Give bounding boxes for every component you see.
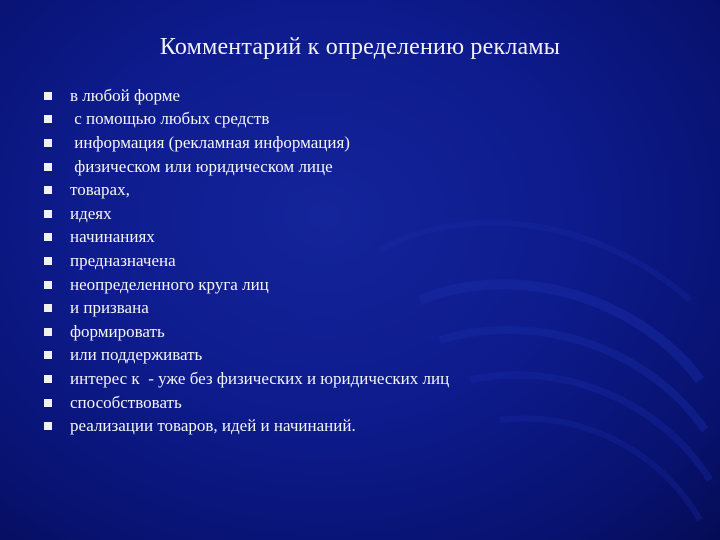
list-item-text: предназначена xyxy=(70,250,176,270)
square-bullet-icon xyxy=(44,163,52,171)
list-item-text: идеях xyxy=(70,203,112,223)
square-bullet-icon xyxy=(44,233,52,241)
list-item xyxy=(44,84,449,108)
slide-title: Комментарий к определению рекламы xyxy=(159,34,561,60)
list-item xyxy=(44,344,449,368)
list-item-text: или поддерживать xyxy=(70,345,203,365)
list-item xyxy=(44,155,449,179)
list-item-text: начинаниях xyxy=(70,227,155,247)
list-item-text: и призвана xyxy=(70,298,149,318)
list-item-text: интерес к - уже без физических и юридических лиц xyxy=(70,368,450,388)
list-item xyxy=(44,202,449,226)
square-bullet-icon xyxy=(44,399,52,407)
list-item-text: формировать xyxy=(70,321,165,341)
list-item xyxy=(44,296,449,320)
square-bullet-icon xyxy=(44,304,52,312)
list-item-text: способствовать xyxy=(70,392,182,412)
square-bullet-icon xyxy=(44,139,52,147)
list-item xyxy=(44,226,449,250)
list-item-text: информация (рекламная информация) xyxy=(70,132,350,152)
square-bullet-icon xyxy=(44,281,52,289)
list-item xyxy=(44,108,449,132)
list-item-text: реализации товаров, идей и начинаний. xyxy=(70,416,356,436)
square-bullet-icon xyxy=(44,351,52,359)
list-item-text: в любой форме xyxy=(70,85,181,105)
list-item xyxy=(44,414,449,438)
square-bullet-icon xyxy=(44,422,52,430)
list-item-text: с помощью любых средств xyxy=(70,109,270,129)
list-item xyxy=(44,178,449,202)
square-bullet-icon xyxy=(44,375,52,383)
square-bullet-icon xyxy=(44,92,52,100)
list-item xyxy=(44,391,449,415)
list-item xyxy=(44,320,449,344)
square-bullet-icon xyxy=(44,257,52,265)
list-item xyxy=(44,273,449,297)
list-item xyxy=(44,249,449,273)
list-item xyxy=(44,131,449,155)
list-item xyxy=(44,367,449,391)
bullet-list xyxy=(44,84,449,438)
square-bullet-icon xyxy=(44,210,52,218)
list-item-text: неопределенного круга лиц xyxy=(70,274,269,294)
list-item-text: товарах, xyxy=(70,180,130,200)
square-bullet-icon xyxy=(44,186,52,194)
square-bullet-icon xyxy=(44,115,52,123)
square-bullet-icon xyxy=(44,328,52,336)
list-item-text: физическом или юридическом лице xyxy=(70,156,333,176)
